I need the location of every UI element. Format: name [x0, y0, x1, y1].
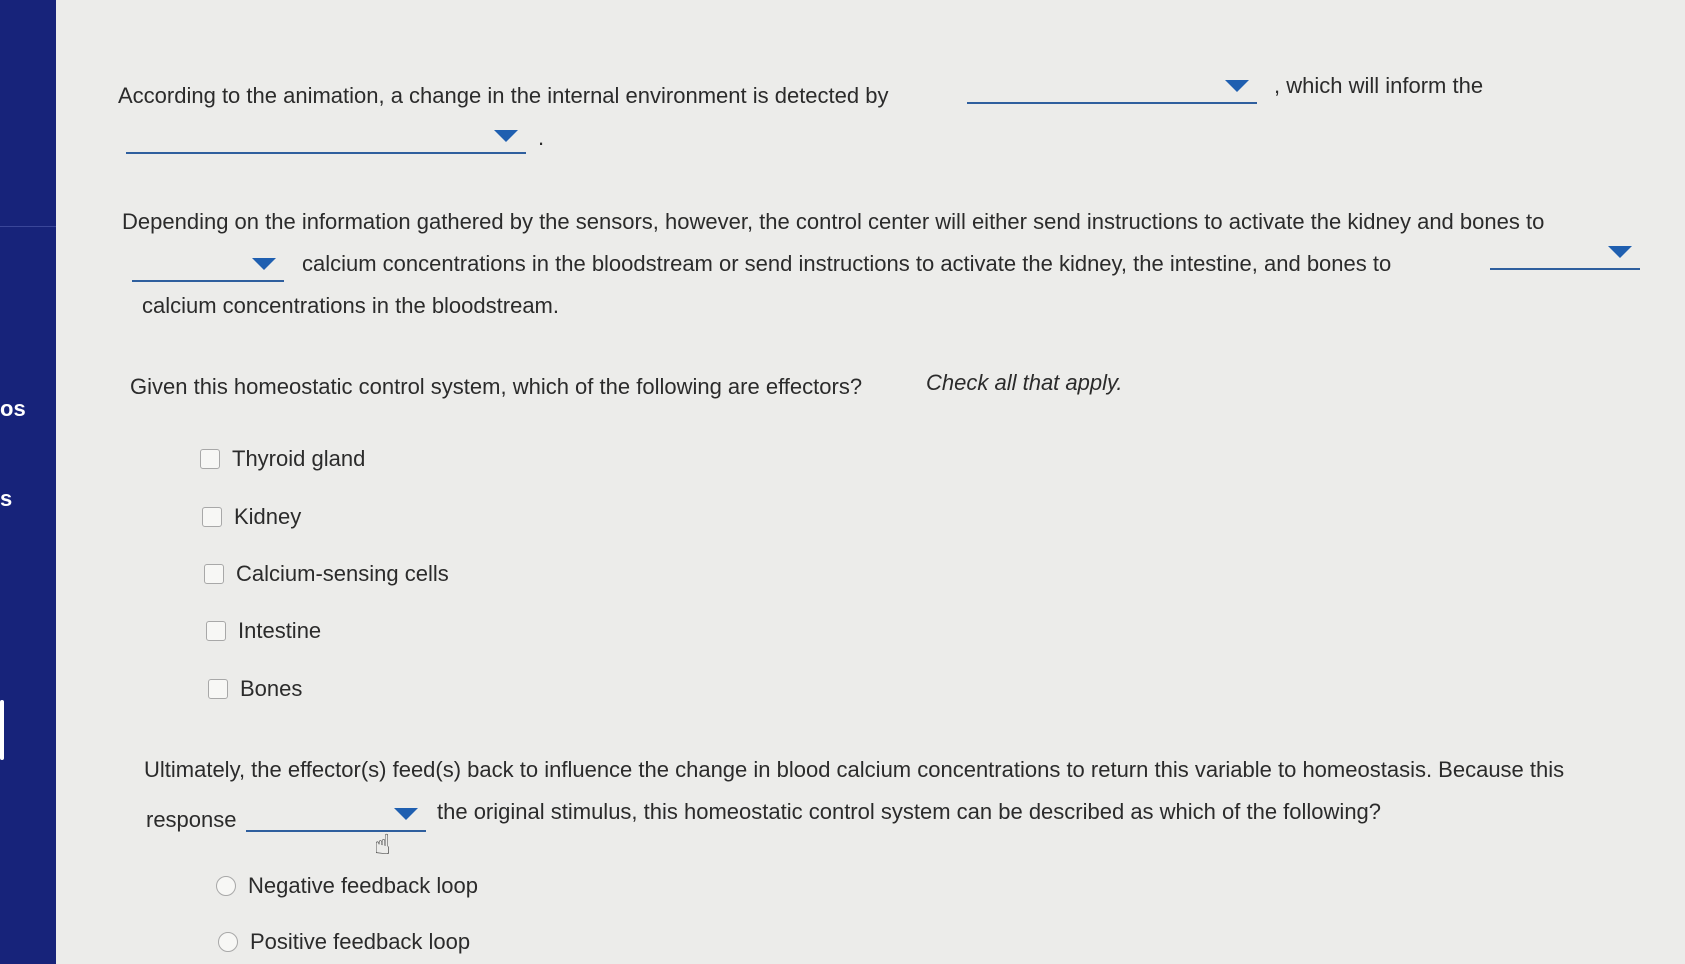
q4-text-line-2: the original stimulus, this homeostatic control system can be described as which of the following? — [437, 799, 1382, 824]
kidney-intestine-bones-effect-dropdown[interactable] — [1490, 238, 1640, 270]
checkbox[interactable] — [200, 449, 220, 469]
sidebar-text-fragment[interactable]: s — [0, 486, 13, 511]
response-effect-dropdown[interactable] — [246, 800, 426, 832]
option-label: Negative feedback loop — [248, 873, 478, 898]
q1-text-part-b: , which will inform the — [1274, 73, 1484, 98]
hand-pointer-icon: ☝ — [374, 829, 392, 860]
sidebar-text-fragment[interactable]: os — [0, 396, 26, 421]
caret-down-icon — [1608, 246, 1632, 258]
option-label: Kidney — [234, 504, 302, 529]
checkbox[interactable] — [204, 564, 224, 584]
q1-text-part-a: According to the animation, a change in the internal environment is detected by — [118, 83, 889, 108]
effector-option-thyroid-gland[interactable] — [200, 445, 365, 473]
checkbox[interactable] — [208, 679, 228, 699]
effector-option-calcium-sensing-cells[interactable] — [204, 560, 449, 588]
left-sidebar — [0, 0, 56, 964]
caret-down-icon — [252, 258, 276, 270]
caret-down-icon — [494, 130, 518, 142]
checkbox[interactable] — [202, 507, 222, 527]
effector-option-kidney[interactable] — [202, 503, 301, 531]
detected-by-dropdown[interactable] — [967, 72, 1257, 104]
q2-text-line-3: calcium concentrations in the bloodstream. — [142, 293, 559, 318]
q3-prompt: Given this homeostatic control system, which of the following are effectors? — [130, 374, 863, 399]
option-label: Intestine — [238, 618, 322, 643]
caret-down-icon — [1225, 80, 1249, 92]
sidebar-active-marker — [0, 700, 4, 760]
q2-text-line-2: calcium concentrations in the bloodstream or send instructions to activate the kidney, the intestine, and bones to — [302, 251, 1392, 276]
radio-button[interactable] — [218, 932, 238, 952]
option-label: Thyroid gland — [232, 446, 366, 471]
kidney-bones-effect-dropdown[interactable] — [132, 250, 284, 282]
option-label: Bones — [240, 676, 303, 701]
q4-response-label: response — [146, 807, 237, 832]
loop-option-negative-feedback[interactable] — [216, 872, 478, 900]
loop-option-positive-feedback[interactable] — [218, 928, 470, 956]
checkbox[interactable] — [206, 621, 226, 641]
q3-instruction: Check all that apply. — [926, 370, 1123, 395]
question-page — [56, 0, 1685, 964]
option-label: Positive feedback loop — [250, 929, 471, 954]
radio-button[interactable] — [216, 876, 236, 896]
inform-dropdown[interactable] — [126, 122, 526, 154]
option-label: Calcium-sensing cells — [236, 561, 449, 586]
q2-text-line-1: Depending on the information gathered by the sensors, however, the control center will either send instructions to activate the kidney and bones to — [122, 209, 1545, 234]
q4-text-line-1: Ultimately, the effector(s) feed(s) back to influence the change in blood calcium concentrations to return this variable to homeostasis. Because this — [144, 757, 1565, 782]
effector-option-bones[interactable] — [208, 675, 302, 703]
sidebar-divider — [0, 226, 56, 227]
q1-period: . — [538, 125, 545, 150]
caret-down-icon — [394, 808, 418, 820]
effector-option-intestine[interactable] — [206, 617, 321, 645]
